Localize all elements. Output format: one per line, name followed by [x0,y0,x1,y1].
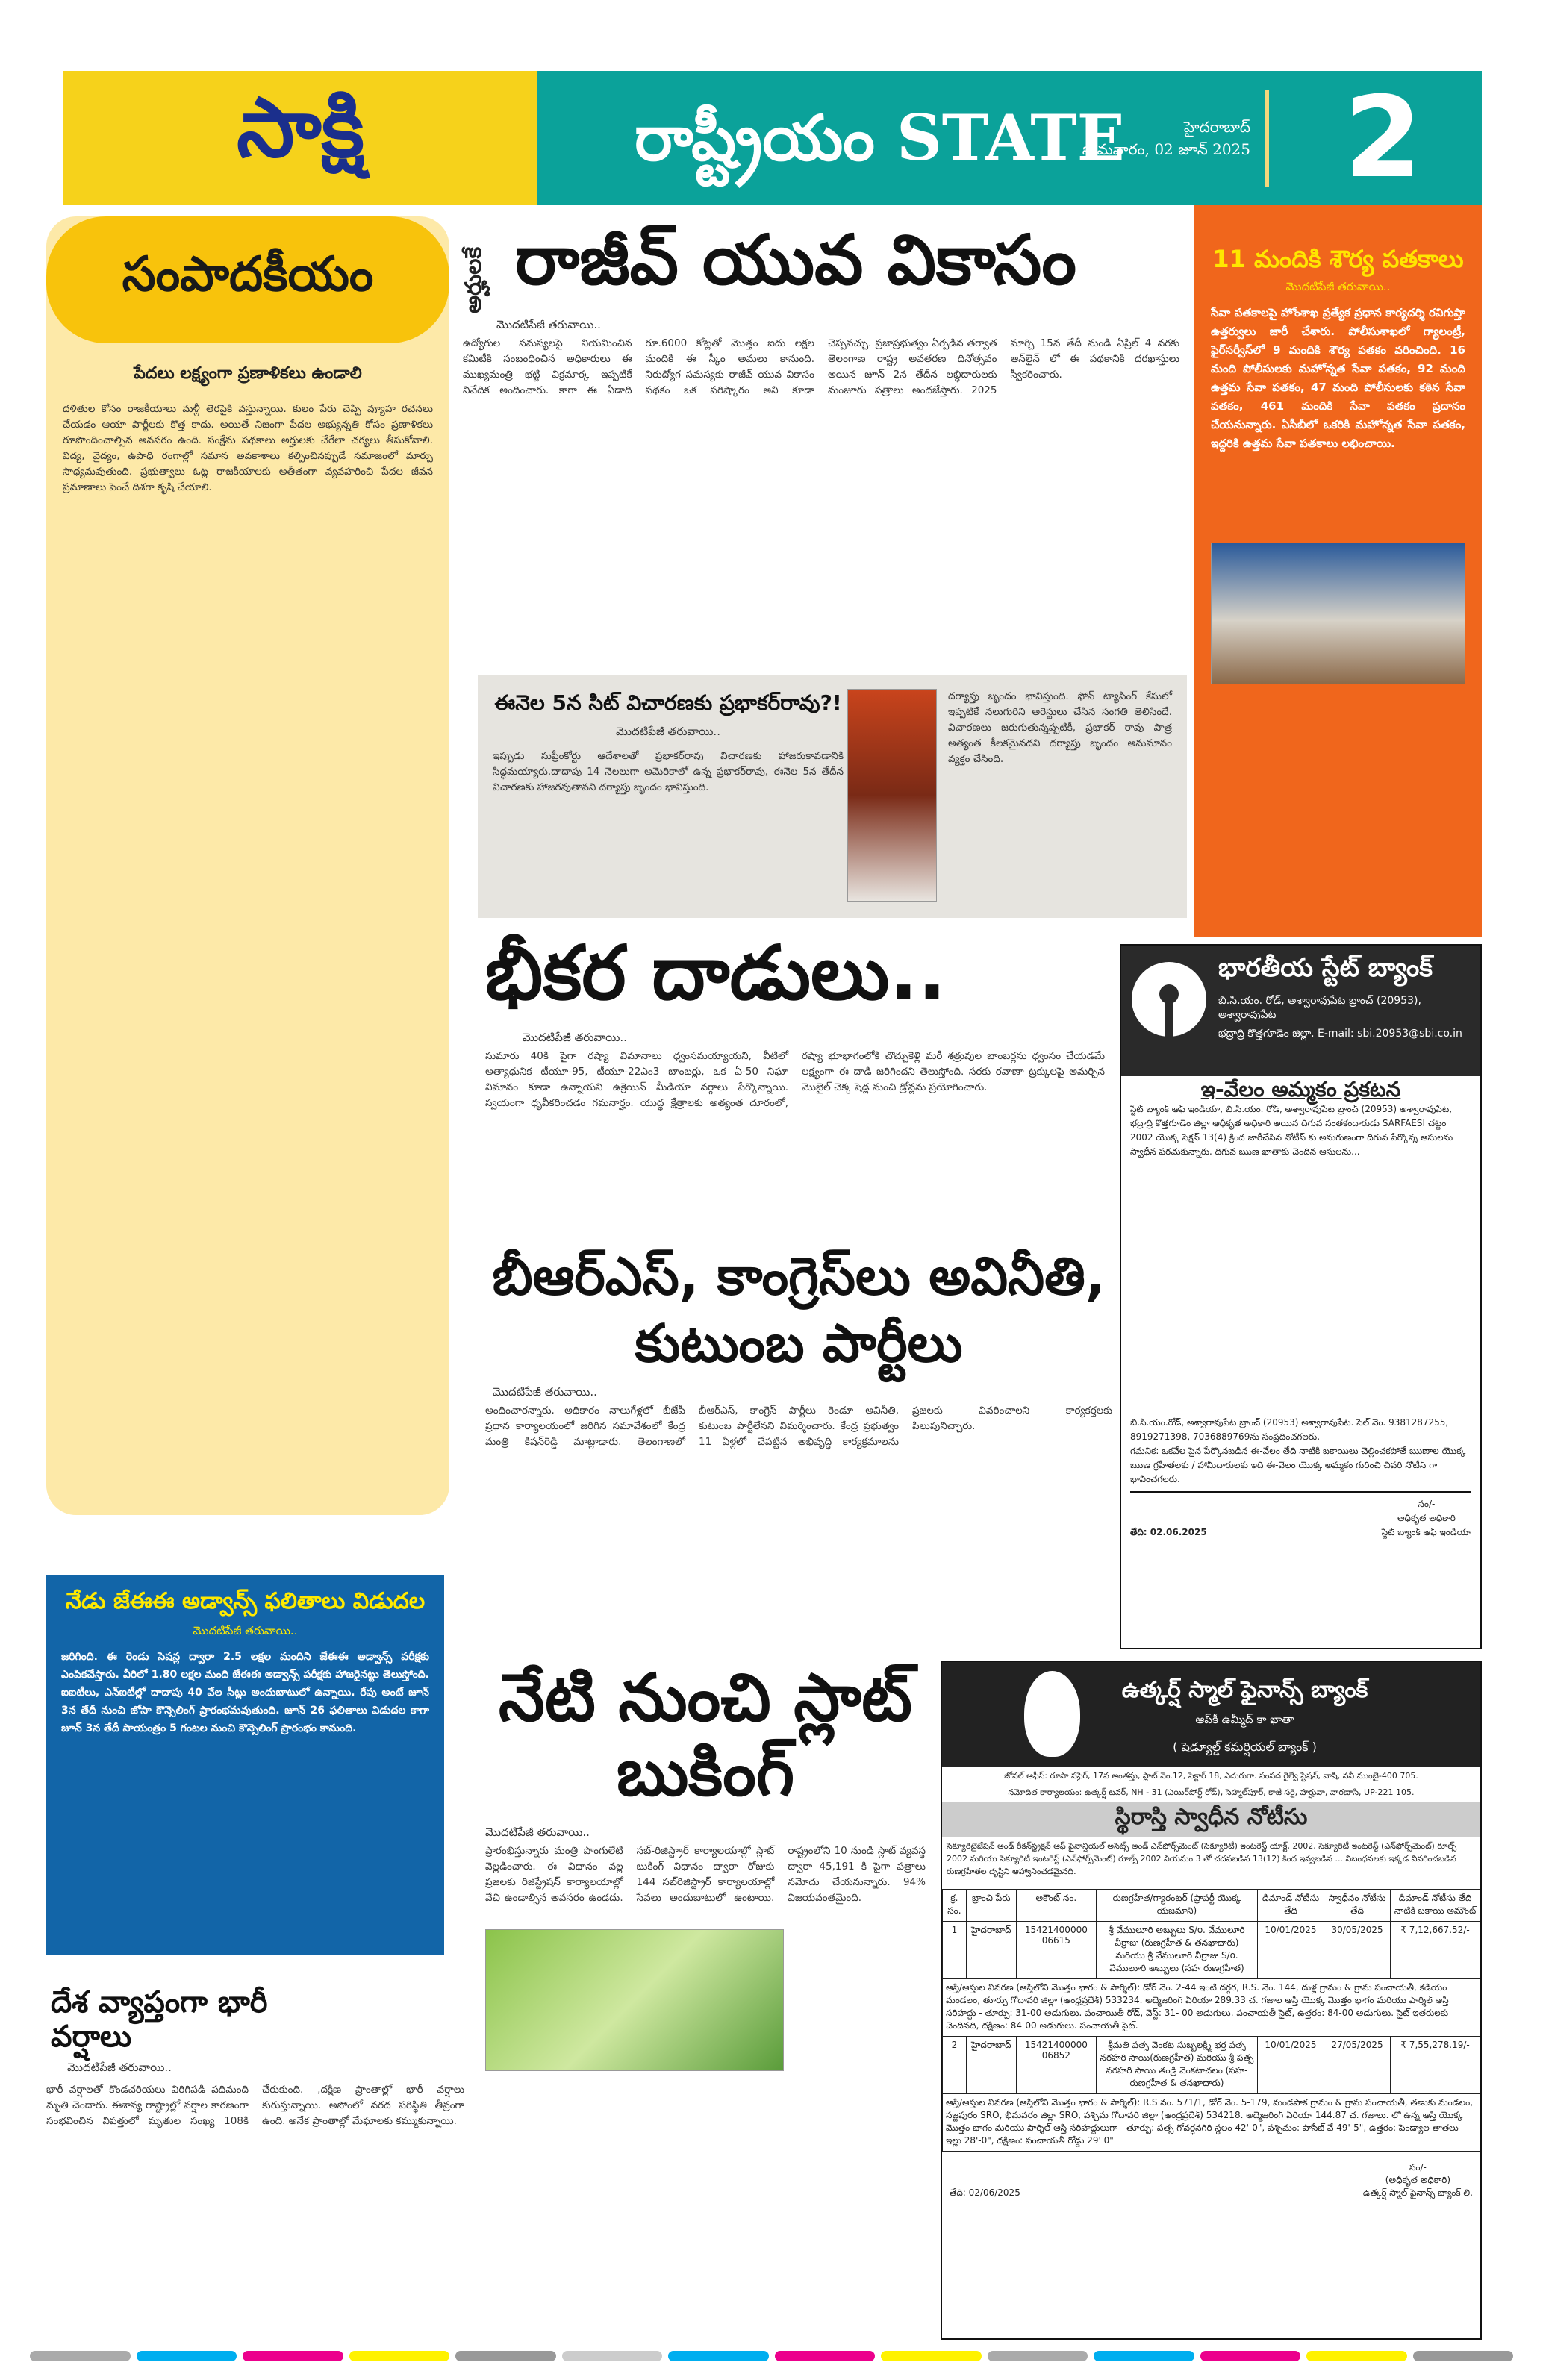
cell-account: 15421400000 06852 [1016,2037,1096,2094]
prabhakar-photo [847,689,937,902]
continued-label: మొదటిపేజీ తరువాయి.. [67,2061,172,2074]
utk-zonal: జోనల్ ఆఫీస్: రూపా సఫైర్, 17వ అంతస్తు, ప్లాట్ నెం.12, సెక్టార్ 18, ఎదురుగా. సంపద రైల్వే స్టేషన్, వాషి, నవీ ముంబై-400 705. [942,1767,1480,1786]
sbi-district: భద్రాద్రి కొత్తగూడెం జిల్లా. E-mail: sbi.20953@sbi.co.in [1218,1028,1462,1040]
col-header: స్వాధీనం నోటీసు తేది [1324,1890,1390,1922]
utk-regd: నమోదిత కార్యాలయం: ఉత్కర్ష్ టవర్, NH - 31 (ఎయిర్‌పోర్ట్ రోడ్), సెహ్మల్‌పూర్, కాజీ సరై, హర్హువా, వారణాసి, UP-221 105. [1008,1787,1415,1797]
section-banner [537,71,1482,205]
continued-label: మొదటిపేజీ తరువాయి.. [493,1385,597,1399]
continued-label: మొదటిపేజీ తరువాయి.. [193,1624,298,1637]
awards-headline: 11 మందికి శౌర్య పతకాలు [1212,245,1464,273]
jee-body: జరిగింది. ఈ రెండు సెషన్ల ద్వారా 2.5 లక్షల మందిని జేఈఈ అడ్వాన్స్ పరీక్షకు ఎంపికచేస్తారు. వీరిలో 1.80 లక్షల మంది జేఈఈ అడ్వాన్స్ పరీక్షకు హాజరైనట్టు తెలుస్తోంది. ఐఐటీలు, ఎన్ఐటీల్లో దాదాపు 40 వేల సీట్లు అందుబాటులో ఉన్నాయి. రేపు అంటే జూన్ 3న తేదీ నుంచి జోసా కౌన్సెలింగ్ ప్రారంభమవుతుంది. జూన్ 26 ఫలితాలు విడుదల కాగా జూన్ 3న తేదీ సాయంత్రం 5 గంటల నుంచి కౌన్సెలింగ్ ప్రారంభం కానుంది. [61,1651,429,1734]
cell-amount: ₹ 7,55,278.19/- [1391,2037,1480,2094]
rains-headline: దేశ వ్యాప్తంగా భారీ వర్షాలు [51,1985,268,2054]
page-number: 2 [1344,73,1422,203]
cell-property: ఆస్తి/ఆస్తుల వివరణ (ఆస్తిలోని మొత్తం భాగం & పార్శిల్): R.S నం. 571/1, డోర్ నెం. 5-179, మండపాక గ్రామం & గ్రామ పంచాయతీ, తణుకు మండలం, సజ్జపురం SRO, భీమవరం జిల్లా SRO, పశ్చిమ గోదావరి జిల్లా (ఆంధ్రప్రదేశ్) 534218. అద్మెజరింగ్ ఏరియా 144.87 చ. గజాలు. లో ఉన్న ఆస్తి యొక్క మొత్తం భాగం మరియు పార్శిల్ ఆస్తి సరిహద్దులుగా - తూర్పు: పత్స గోవర్ధనగిరి స్థలం 42'-0", పశ్చిమం: పాసేజ్ వే 49'-5", ఉత్తరం: పెండ్యాల తాతలు ఇల్లు 28'-0", దక్షిణం: పంచాయతీ రోడ్డు 29' 0" [943,2094,1480,2152]
col-header: డిమాండ్ నోటీసు తేది [1258,1890,1324,1922]
section-title: రాష్ట్రీయం STATE [635,101,1125,175]
utk-tagline: ఆప్‌కీ ఉమ్మీద్ కా ఖాతా [1195,1713,1294,1726]
brs-body: అందించారన్నారు. అధికారం నాలుగేళ్లలో బీజేపీ ప్రధాన కార్యాలయంలో జరిగిన సమావేశంలో కేంద్ర మంత్రి కిషన్‌రెడ్డి మాట్లాడారు. తెలంగాణలో బీఆర్ఎస్, కాంగ్రెస్ పార్టీలు రెండూ అవినీతి, కుటుంబ పార్టీలేనని విమర్శించారు. కేంద్ర ప్రభుత్వం 11 ఏళ్లలో చేపట్టిన అభివృద్ధి కార్యక్రమాలను ప్రజలకు వివరించాలని కార్యకర్తలకు పిలుపునిచ్చారు. [485,1405,1112,1448]
utk-title: స్థిరాస్తి స్వాధీన నోటీసు [942,1802,1480,1837]
sbi-auction-ad [1120,944,1482,1649]
cell-borrower: శ్రీ వేములూరి అబ్బులు S/o. వేములూరి వీర్రాజు (రుణగ్రహీత & తనఖాదారు) మరియు శ్రీ వేములూరి వీర్రాజు S/o. వేములూరి అబ్బులు (సహ రుణగ్రహీత) [1096,1922,1257,1979]
prabhakar-headline: ఈనెల 5న సిట్ విచారణకు ప్రభాకర్‌రావు?! [494,690,842,715]
editorial-body: దళితుల కోసం రాజకీయాలు మళ్లీ తెరపైకి వస్తున్నాయి. కులం పేరు చెప్పి వ్యూహ రచనలు చేయడం ఆయా పార్టీలకు కొత్త కాదు. అయితే నిజంగా పేదల అభ్యున్నతి కోసం ప్రణాళికలు రూపొందించాల్సిన అవసరం ఉంది. సంక్షేమ పథకాలు అర్హులకు చేరేలా చర్యలు తీసుకోవాలి. విద్య, వైద్యం, ఉపాధి రంగాల్లో సమాన అవకాశాలు కల్పించినప్పుడే సమాజంలో మార్పు సాధ్యమవుతుంది. ప్రభుత్వాలు ఓట్ల రాజకీయాలకు అతీతంగా వ్యవహరించి పేదల జీవన ప్రమాణాలు పెంచే దిశగా కృషి చేయాలి. [63,403,433,493]
cell-borrower: శ్రీమతి పత్స వెంకట సుబ్బలక్ష్మి భర్త పత్స నరహరి సాయి(రుణగ్రహీత) మరియు శ్రీ పత్స నరహరి సాయి తండ్రి వెంకటాచలం (సహ-రుణగ్రహీత & తనఖాదారు) [1096,2037,1257,2094]
editorial-label: సంపాదకీయం [46,216,449,343]
continued-label: మొదటిపేజీ తరువాయి.. [485,1825,590,1839]
sbi-sign: సం/- [1418,1499,1436,1509]
possession-table [942,1889,1480,2152]
utkarsh-possession-ad [941,1661,1482,2340]
continued-label: మొదటిపేజీ తరువాయి.. [1285,280,1391,293]
col-header: డిమాండ్ నోటీసు తేది నాటికి బకాయి అమౌంట్ [1391,1890,1480,1922]
col-header: రుణగ్రహీత/గ్యారంటర్ (ప్రాపర్టీ యొక్క యజమాని) [1096,1890,1257,1922]
sbi-date: తేది: 02.06.2025 [1130,1527,1207,1537]
table-row [943,2037,1480,2094]
sbi-note: గమనిక: ఒకవేల పైన పేర్కొనబడిన ఈ-వేలం తేది నాటికి బకాయిలు చెల్లించకపోతే ఋణాల యొక్క ఋణ గ్రహీతలకు / హామీదారులకు ఇది ఈ-వేలం యొక్క అమ్మకం గురించి చివరి నోటీస్ గా భావించగలరు. [1130,1444,1471,1493]
col-header: క్ర. సం. [943,1890,967,1922]
awards-body: సేవా పతకాలపై హోంశాఖ ప్రత్యేక ప్రధాన కార్యదర్శి రవిగుప్తా ఉత్తర్వులు జారీ చేశారు. పోలీసుశాఖలో గ్యాలంట్రీ, ఫైర్‌సర్వీస్‌లో 9 మందికి శౌర్య పతకం వరించింది. 16 మంది పోలీసులకు మహోన్నత సేవా పతకం, 92 మంది ఉత్తమ సేవా పతకం, 47 మంది పోలీసులకు కఠిన సేవా పతకం, 461 మందికి సేవా పతకం ప్రదానం చేయనున్నారు. ఏసీబీలో ఒకరికి మహోన్నత సేవా పతకం, ఇద్దరికి ఉత్తమ సేవా పతకాలు లభించాయి. [1211,306,1465,450]
continued-label: మొదటిపేజీ తరువాయి.. [616,725,720,738]
utk-bank-sign: ఉత్కర్ష్ స్మాల్ ఫైనాన్స్ బ్యాంక్ లి. [1362,2187,1473,2198]
city: హైదరాబాద్ [1183,118,1250,136]
sbi-bank-name: భారతీయ స్టేట్ బ్యాంక్ [1218,953,1433,983]
sbi-body: స్టేట్ బ్యాంక్ ఆఫ్ ఇండియా, బి.సి.యం. రోడ్, అశ్వారావుపేట బ్రాంచ్ (20953) అశ్వారావుపేట, భద్రాద్రి కొత్తగూడెం జిల్లా ఆధీకృత అధికారి అయిన దిగువ సంతకందారుడు SARFAESI చట్టం 2002 యొక్క సెక్షన్ 13(4) క్రింద జారీచేసిన నోటీస్ కు అనుగుణంగా దిగువ పేర్కొన్న ఆసులను స్వాధీన పరచుకున్నారు. దిగువ ఋణ ఖాతాకు చెందిన ఆసులను... [1130,1104,1453,1157]
utk-sign: సం/- [1409,2162,1427,2173]
cell-demand-date: 10/01/2025 [1258,2037,1324,2094]
sbi-logo-icon [1132,962,1206,1037]
sbi-bank-sign: స్టేట్ బ్యాంక్ ఆఫ్ ఇండియా [1381,1527,1471,1537]
sbi-branch: బి.సి.యం. రోడ్, అశ్వారావుపేట బ్రాంచ్ (20953), అశ్వారావుపేట [1218,995,1421,1021]
utk-officer: (అధీకృత అధికారి) [1385,2175,1451,2185]
cell-property: ఆస్తి/ఆస్తుల వివరణ (ఆస్తిలోని మొత్తం భాగం & పార్శిల్): డోర్ నెం. 2-44 ఇంటి దగ్గర, R.S. నెం. 144, దుళ్ల గ్రామం & గ్రామ పంచాయతీ, కడియం మండలం, తూర్పు గోదావరి జిల్లా (ఆంధ్రప్రదేశ్) 533234. అద్మెజరింగ్ ఏరియా 289.33 చ. గజాల ఆస్తి యొక్క మొత్తం భాగం మరియు పార్శిల్ ఆస్తి సరిహద్దు - తూర్పు: 31-00 అడుగులు. పంచాయితీ రోడ్, వెస్ట్: 31- 00 అడుగులు. పంచాయతీ సైట్, ఉత్తరం: 84-00 అడుగులు. సైట్ ఇతరులకు చెందినది, దక్షిణం: 84-00 అడుగులు. పంచాయతీ సైట్. [943,1979,1480,2037]
cell-sno: 2 [943,2037,967,2094]
awards-photo [1211,543,1465,684]
attacks-body: సుమారు 40కి పైగా రష్యా విమానాలు ధ్వంసమయ్యాయని, వీటిలో అత్యాధునిక టీయూ-95, టీయూ-22ఎం3 బాంబర్లు, ఒక ఏ-50 నిఘా విమానం కూడా ఉన్నాయని ఉక్రెయిన్ మీడియా వర్గాలు పేర్కొన్నాయి. స్వయంగా ధృవీకరించడం గమనార్హం. యుద్ధ క్షేత్రాలకు అత్యంత దూరంలో, రష్యా భూభాగంలోకి చొచ్చుకెళ్లి మరీ శత్రువుల బాంబర్లను ధ్వంసం చేయడమే లక్ష్యంగా ఈ దాడి జరిగిందని తెలుస్తోంది. సరకు రవాణా ట్రక్కులపై అమర్చిన మొబైల్ చెక్క షెడ్ల నుంచి డ్రోన్లను ప్రయోగించారు. [485,1050,1105,1109]
attacks-headline: భీకర దాడులు.. [485,929,947,1016]
editorial-panel [46,216,449,1515]
sbi-contact: బి.సి.యం.రోడ్, అశ్వారావుపేట బ్రాంచ్ (20953) అశ్వారావుపేట. సెల్ నెం. 9381287255, 8919271398, 7036889769ను సంప్రదించగలరు. [1130,1417,1449,1442]
utk-bank-name: ఉత్కర్ష్ స్మాల్ ఫైనాన్స్ బ్యాంక్ [1121,1677,1368,1703]
continued-label: మొదటిపేజీ తరువాయి.. [523,1031,627,1044]
divider [1265,90,1269,187]
sbi-title: ఇ-వేలం అమ్మకం ప్రకటన [1200,1077,1401,1102]
utk-date: తేది: 02/06/2025 [950,2187,1020,2198]
cell-possession-date: 30/05/2025 [1324,1922,1390,1979]
kicker: అర్హులకే [461,246,487,313]
continued-label: మొదటిపేజీ తరువాయి.. [496,318,601,331]
cell-possession-date: 27/05/2025 [1324,2037,1390,2094]
jee-box [46,1575,444,1955]
date: సోమవారం, 02 జూన్ 2025 [1082,140,1250,158]
editorial-title: పేదలు లక్ష్యంగా ప్రణాళికలు ఉండాలి [134,364,362,383]
cell-sno: 1 [943,1922,967,1979]
cell-branch: హైదరాబాద్ [966,1922,1016,1979]
utk-intro: సెక్యూరిటైజేషన్ అండ్ రీకన్‌స్ట్రక్షన్ ఆఫ్ ఫైనాన్షియల్ అసెట్స్ అండ్ ఎన్‌ఫోర్స్‌మెంట్ (సెక్యూరిటీ) ఇంటరెస్ట్ యాక్ట్, 2002, సెక్యూరిటీ ఇంటరెస్ట్ (ఎన్‌ఫోర్స్‌మెంట్) రూల్స్ 2002 మరియు సెక్యూరిటీ ఇంటరెస్ట్ (ఎన్‌ఫోర్స్‌మెంట్) రూల్స్ 2002 నియమం 3 తో చదవబడిన 13(12) కింద ఇవ్వబడిన ... నిబంధనలకు ఇక్కడ వివరించబడిన రుణగ్రహీతల దృష్టిని ఆహ్వానించడమైనది. [947,1841,1457,1876]
cell-amount: ₹ 7,12,667.52/- [1391,1922,1480,1979]
slot-body: ప్రారంభిస్తున్నారు మంత్రి పొంగులేటి వెల్లడించారు. ఈ విధానం వల్ల ప్రజలకు రిజిస్ట్రేషన్ కార్యాలయాల్లో వేచి ఉండాల్సిన అవసరం ఉండదు. సబ్-రిజిస్ట్రార్ కార్యాలయాల్లో స్లాట్ బుకింగ్ విధానం ద్వారా రోజుకు 144 సబ్‌రిజిస్ట్రార్ కార్యాలయాల్లో సేవలు అందుబాటులో ఉంటాయి. రాష్ట్రంలోని 10 నుండి స్లాట్ వ్యవస్థ ద్వారా 45,191 కి పైగా పత్రాలు నమోదు చేయనున్నారు. 94% విజయవంతమైంది. [485,1845,926,1904]
sbi-officer: అధీకృత అధికారి [1397,1513,1456,1523]
cell-account: 15421400000 06615 [1016,1922,1096,1979]
cell-demand-date: 10/01/2025 [1258,1922,1324,1979]
col-header: బ్రాంచి పేరు [966,1890,1016,1922]
rains-body: భారీ వర్షాలతో కొండచరియలు విరిగిపడి పదిమంది మృతి చెందారు. ఈశాన్య రాష్ట్రాల్లో వర్షాల కారణంగా సంభవించిన విపత్తులో మృతుల సంఖ్య 108కి చేరుకుంది. ,దక్షిణ ప్రాంతాల్లో భారీ వర్షాలు కురుస్తున్నాయి. అసోంలో వరద పరిస్థితి తీవ్రంగా ఉంది. అనేక ప్రాంతాల్లో మేఘాలకు కమ్ముకున్నాయి. [46,2084,464,2127]
prabhakar-body: ఇప్పుడు సుప్రీంకోర్టు ఆదేశాలతో ప్రభాకర్‌రావు విచారణకు హాజరుకావడానికి సిద్ధమయ్యారు.దాదాపు 14 నెలలుగా అమెరికాలో ఉన్న ప్రభాకర్‌రావు, ఈనెల 5న తేదీన విచారణకు హాజరవుతావని దర్యాప్తు బృందం భావిస్తుంది. [493,750,844,793]
print-registration-bar [0,2351,1543,2370]
col-header: అకౌంట్ నం. [1016,1890,1096,1922]
dateline [1082,116,1250,160]
prabhakar-side: దర్యాప్తు బృందం భావిస్తుంది. ఫోన్ ట్యాపింగ్ కేసులో ఇప్పటికే నలుగురిని అరెస్టులు చేసిన సంగతి తెలిసిందే. విచారణలు జరుగుతున్నప్పటికీ, ప్రభాకర్ రావు పాత్ర అత్యంత కీలకమైనదని దర్యాప్తు బృందం అనుమానం వ్యక్తం చేసింది. [948,690,1172,765]
awards-box [1194,205,1482,937]
table-row [943,1922,1480,1979]
slot-headline: నేటి నుంచి స్లాట్ బుకింగ్ [499,1659,912,1811]
telangana-map-image [485,1929,784,2071]
utkarsh-logo-icon [1024,1671,1080,1757]
brs-headline: బీఆర్ఎస్, కాంగ్రెస్‌లు అవినీతి, కుటుంబ పార్టీలు [492,1246,1106,1374]
cell-branch: హైదరాబాద్ [966,2037,1016,2094]
prabhakar-box [478,675,1187,918]
rajiv-body: ఉద్యోగుల సమస్యలపై నియమించిన కమిటీకి సంబంధించిన అధికారులు ఈ ముఖ్యమంత్రి భట్టి విక్రమార్క ఇప్పటికే నివేదిక అందించారు. కాగా ఈ ఏడాది రూ.6000 కోట్లతో మొత్తం ఐదు లక్షల మందికి ఈ స్కీం అమలు కానుంది. నిరుద్యోగ సమస్యకు రాజీవ్ యువ వికాసం పథకం ఒక పరిష్కారం అని కూడా చెప్పవచ్చు. ప్రజాప్రభుత్వం ఏర్పడిన తర్వాత తెలంగాణ రాష్ట్ర అవతరణ దినోత్సవం అయిన జూన్ 2న తేదీన లబ్ధిదారులకు మంజూరు పత్రాలు అందజేస్తారు. 2025 మార్చి 15న తేదీ నుండి ఏప్రిల్ 4 వరకు ఆన్‌లైన్ లో ఈ పథకానికి దరఖాస్తులు స్వీకరించారు. [463,337,1179,396]
jee-headline: నేడు జేఈఈ అడ్వాన్స్ ఫలితాలు విడుదల [65,1588,426,1614]
utk-type: ( షెడ్యూల్డ్ కమర్షియల్ బ్యాంక్ ) [1173,1740,1317,1754]
rajiv-headline: రాజీవ్ యువ వికాసం [515,220,1077,300]
newspaper-logo: సాక్షి [63,71,537,205]
